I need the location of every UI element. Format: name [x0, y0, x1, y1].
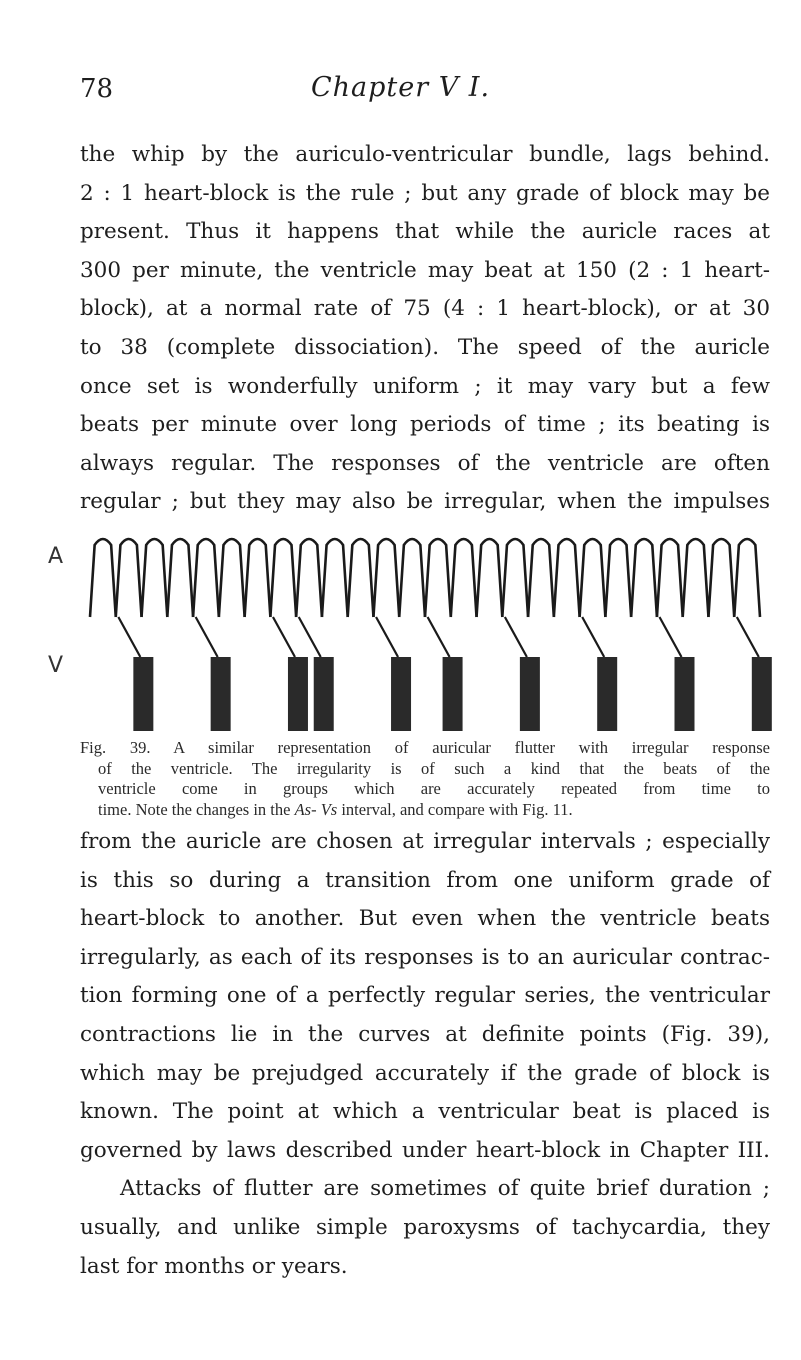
auricular-beat: [142, 539, 168, 617]
text-line: governed by laws described under heart-block in Chapter III.: [80, 1137, 770, 1163]
ventricular-responses: [118, 617, 771, 731]
conduction-line: [737, 617, 759, 657]
as-label: As: [294, 799, 312, 819]
text-line: tion forming one of a perfectly regular series, the ventricular: [80, 983, 770, 1009]
conduction-line: [582, 617, 604, 657]
label-a: A: [48, 544, 64, 569]
text-line: to 38 (complete dissociation). The speed of the auricle: [80, 334, 770, 360]
conduction-line: [273, 617, 295, 657]
figure-39: [46, 525, 776, 735]
ventricular-beat: [675, 657, 695, 731]
text-line: heart-block to another. But even when the ventricle beats: [80, 906, 770, 932]
caption-line: [80, 800, 770, 821]
auricular-beat: [90, 539, 116, 617]
caption-text: time. Note the changes in the: [98, 799, 295, 819]
text-line: Attacks of flutter are sometimes of quite brief duration ;: [120, 1176, 770, 1202]
ventricular-beat: [443, 657, 463, 731]
text-line: the whip by the auriculo-ventricular bundle, lags behind.: [80, 142, 770, 167]
auricular-beat: [348, 539, 374, 617]
auricular-beat: [116, 539, 142, 617]
auricular-beat: [657, 539, 683, 617]
paragraph-top: [80, 136, 770, 522]
text-line: which may be prejudged accurately if the grade of block is: [80, 1060, 770, 1086]
text-line: contractions lie in the curves at definite points (Fig. 39),: [80, 1021, 770, 1047]
auricular-beat: [708, 539, 734, 617]
auricular-beat: [167, 539, 193, 617]
conduction-line: [196, 617, 218, 657]
text-line: always regular. The responses of the ventricle are often: [80, 450, 770, 476]
auricular-beat: [373, 539, 399, 617]
label-v: V: [48, 653, 64, 678]
text-line: from the auricle are chosen at irregular intervals ; especially: [80, 829, 770, 854]
caption-text: interval, and compare with Fig. 11.: [337, 799, 573, 819]
figure-caption: [80, 738, 770, 820]
auricular-beat: [296, 539, 322, 617]
auricular-beat: [270, 539, 296, 617]
text-line: usually, and unlike simple paroxysms of tachycardia, they: [80, 1214, 770, 1240]
ventricular-beat: [752, 657, 772, 731]
text-line: is this so during a transition from one uniform grade of: [80, 867, 770, 893]
auricular-beat: [631, 539, 657, 617]
auricular-beat: [399, 539, 425, 617]
text-line: beats per minute over long periods of time ; its beating is: [80, 412, 770, 438]
auricular-beat: [425, 539, 451, 617]
text-line: known. The point at which a ventricular beat is placed is: [80, 1099, 770, 1125]
auricular-beat: [219, 539, 245, 617]
page-number: 78: [80, 74, 114, 104]
text-line: 300 per minute, the ventricle may beat at 150 (2 : 1 heart-: [80, 257, 770, 283]
caption-line: of the ventricle. The irregularity is of such a kind that the beats of the: [98, 758, 770, 778]
auricular-beat: [528, 539, 554, 617]
conduction-line: [118, 617, 140, 657]
vs-label: Vs: [320, 799, 338, 819]
text-line: once set is wonderfully uniform ; it may vary but a few: [80, 373, 770, 399]
auricular-beat: [477, 539, 503, 617]
text-line: present. Thus it happens that while the auricle races at: [80, 219, 770, 245]
flutter-diagram: [46, 525, 776, 735]
auricular-beat: [605, 539, 631, 617]
ventricular-beat: [133, 657, 153, 731]
text-line: last for months or years.: [80, 1253, 348, 1279]
conduction-line: [428, 617, 450, 657]
auricular-wave: [90, 539, 760, 617]
auricular-beat: [502, 539, 528, 617]
conduction-line: [505, 617, 527, 657]
auricular-beat: [554, 539, 580, 617]
auricular-beat: [245, 539, 271, 617]
paragraph-bottom: [80, 823, 770, 1286]
text-line: irregularly, as each of its responses is to an auricular contrac-: [80, 944, 770, 970]
text-line: block), at a normal rate of 75 (4 : 1 heart-block), or at 30: [80, 296, 770, 322]
conduction-line: [376, 617, 398, 657]
conduction-line: [299, 617, 321, 657]
caption-line: ventricle come in groups which are accurately repeated from time to: [98, 779, 770, 798]
running-head: Chapter V I.: [310, 72, 491, 103]
auricular-beat: [683, 539, 709, 617]
ventricular-beat: [597, 657, 617, 731]
auricular-beat: [451, 539, 477, 617]
text-line: regular ; but they may also be irregular, when the impulses: [80, 489, 770, 515]
ventricular-beat: [314, 657, 334, 731]
caption-text: -: [311, 799, 321, 819]
ventricular-beat: [211, 657, 231, 731]
caption-line: Fig. 39. A similar representation of auricular flutter with irregular response: [80, 738, 770, 757]
ventricular-beat: [288, 657, 308, 731]
auricular-beat: [734, 539, 760, 617]
conduction-line: [660, 617, 682, 657]
ventricular-beat: [520, 657, 540, 731]
text-line: 2 : 1 heart-block is the rule ; but any grade of block may be: [80, 180, 770, 206]
auricular-beat: [580, 539, 606, 617]
ventricular-beat: [391, 657, 411, 731]
auricular-beat: [193, 539, 219, 617]
auricular-beat: [322, 539, 348, 617]
